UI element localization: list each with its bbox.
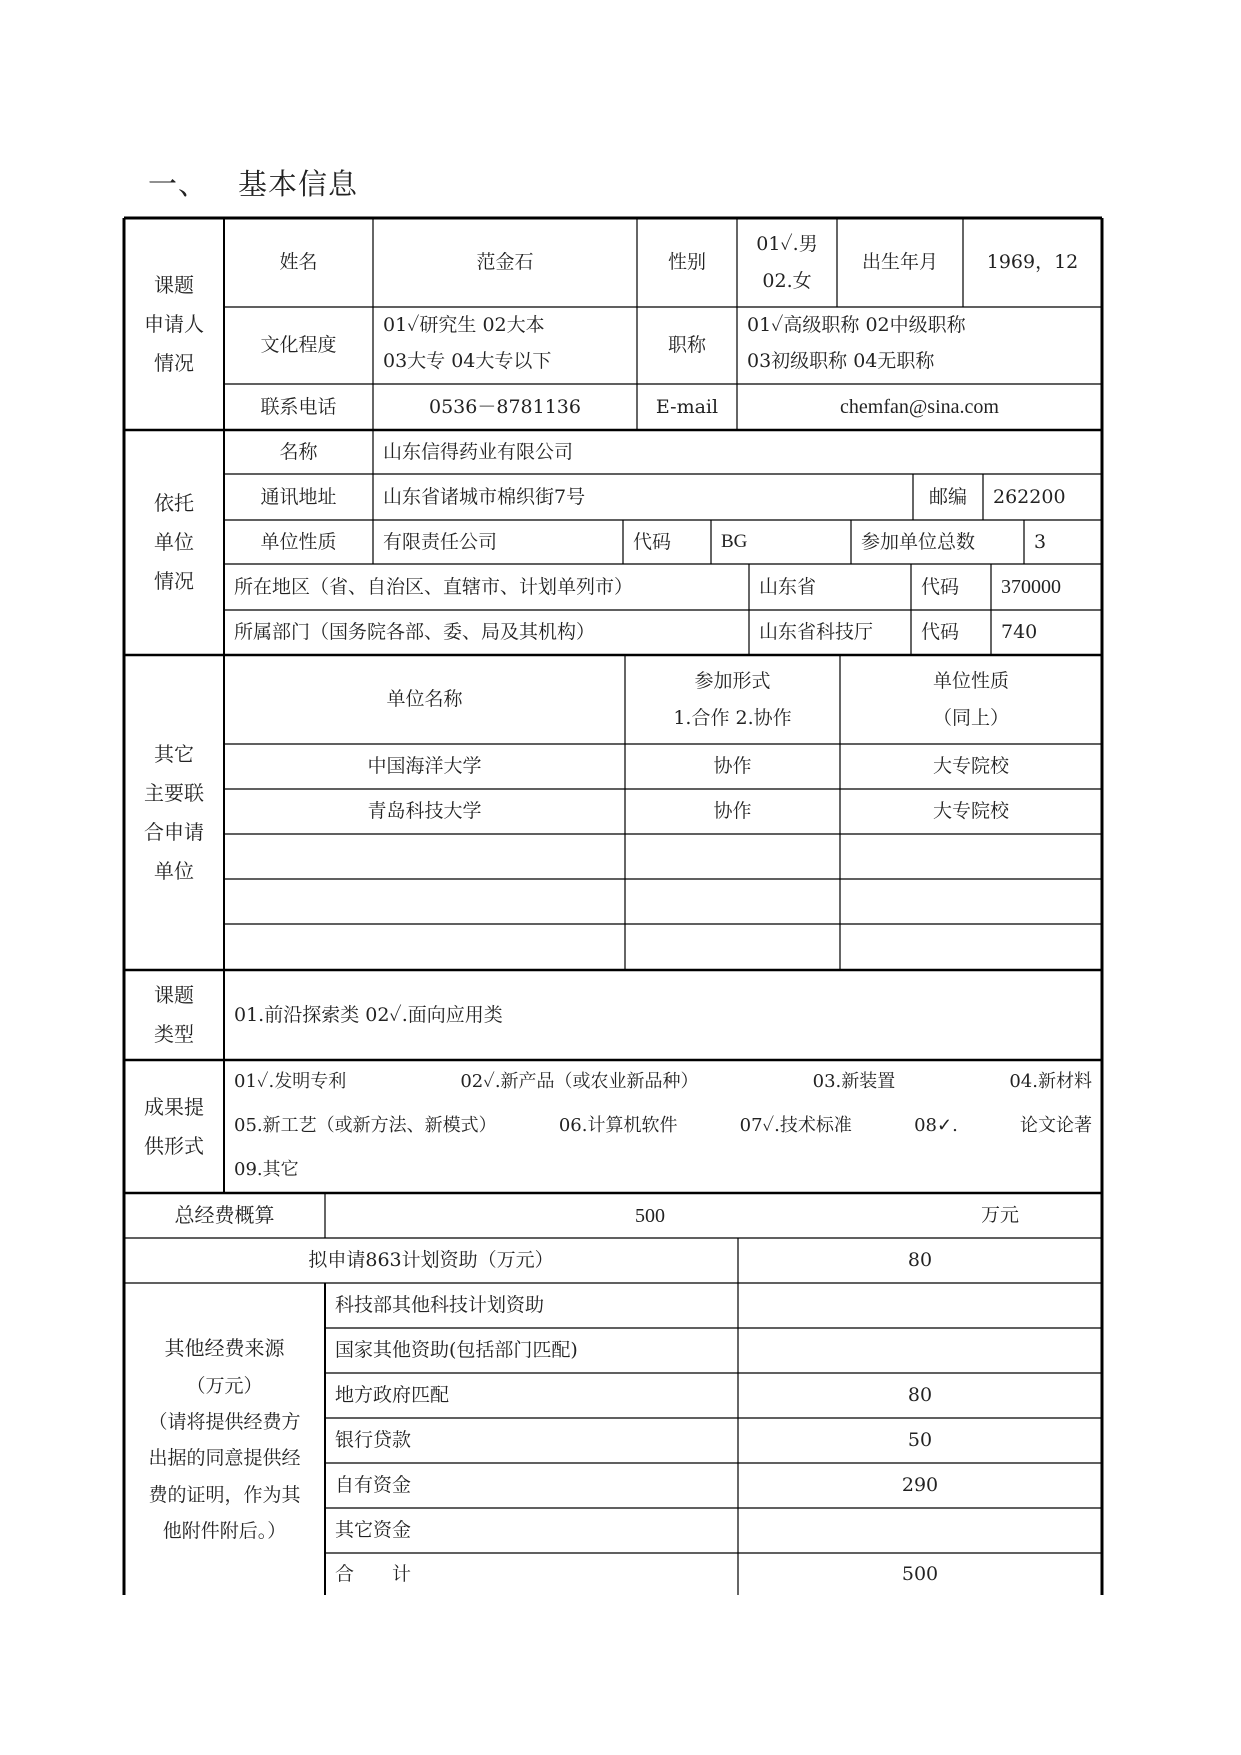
address-label: 通讯地址: [260, 485, 337, 508]
section-heading: 基本信息: [238, 167, 359, 201]
gender-label: 性别: [667, 251, 706, 274]
fund-value: 80: [907, 1384, 933, 1407]
gender-options: 01✓.男 02.女: [756, 233, 818, 292]
partner-row-name: 中国海洋大学: [367, 755, 482, 778]
region-value: 山东省: [759, 575, 817, 598]
dept-code-label: 代码: [921, 621, 960, 644]
participants-label: 参加单位总数: [861, 530, 976, 553]
total-budget-value: 500: [635, 1204, 665, 1227]
address-value: 山东省诸城市棉织街7号: [383, 485, 586, 508]
postcode-label: 邮编: [928, 485, 967, 508]
phone-label: 联系电话: [260, 395, 337, 418]
grant-label: 拟申请863计划资助（万元）: [308, 1249, 554, 1272]
dept-label: 所属部门（国务院各部、委、局及其机构）: [234, 621, 596, 644]
project-type-value: 01.前沿探索类 02✓.面向应用类: [234, 1003, 503, 1026]
fund-total-label: 合 计: [335, 1562, 412, 1585]
fund-label: 国家其他资助(包括部门匹配): [335, 1339, 578, 1362]
unit-name-value: 山东信得药业有限公司: [383, 440, 574, 463]
unit-header: 依托 单位 情况: [154, 491, 194, 593]
other-funds-header: 其他经费来源 （万元） （请将提供经费方 出据的同意提供经 费的证明，作为其 他附件附后。）: [148, 1336, 301, 1542]
unit-name-label: 名称: [279, 440, 318, 463]
fund-value: 50: [907, 1429, 933, 1452]
fund-value: 290: [901, 1474, 939, 1497]
partners-header: 其它 主要联 合申请 单位: [144, 741, 204, 883]
region-code-value: 370000: [1001, 576, 1061, 598]
fund-label: 银行贷款: [335, 1429, 412, 1452]
fund-value: [738, 1508, 1102, 1553]
nature-value: 有限责任公司: [383, 530, 498, 553]
email-value: chemfan@sina.com: [840, 396, 999, 418]
results-line-1: 01✓.发明专利 02✓.新产品（或农业新品种） 03.新装置 04.新材料: [234, 1070, 1092, 1092]
dept-code-value: 740: [1001, 621, 1038, 644]
fund-label: 自有资金: [335, 1474, 412, 1497]
fund-label: 其它资金: [335, 1519, 412, 1542]
birth-value: 1969，12: [986, 251, 1079, 274]
birth-label: 出生年月: [861, 251, 938, 274]
total-budget-label: 总经费概算: [174, 1203, 275, 1227]
project-type-header: 课题 类型: [154, 983, 194, 1046]
partner-row-form: 协作: [713, 755, 752, 778]
unit-code-label: 代码: [633, 530, 672, 553]
partner-row-form: 协作: [713, 800, 752, 823]
partner-col-nature: 单位性质 （同上）: [932, 670, 1009, 729]
email-label: E-mail: [655, 395, 719, 418]
region-code-label: 代码: [921, 575, 960, 598]
results-line-2: 05.新工艺（或新方法、新模式） 06.计算机软件 07✓.技术标准 08✓. 论文论著: [234, 1114, 1092, 1136]
results-header: 成果提 供形式: [144, 1094, 204, 1158]
partner-row-name: 青岛科技大学: [367, 800, 482, 823]
education-options: 01✓研究生 02大本 03大专 04大专以下: [383, 314, 552, 373]
nature-label: 单位性质: [260, 530, 337, 553]
partner-row-nature: 大专院校: [932, 800, 1009, 823]
fund-label: 科技部其他科技计划资助: [335, 1294, 545, 1317]
education-label: 文化程度: [260, 334, 337, 357]
name-value: 范金石: [476, 251, 534, 274]
fund-label: 地方政府匹配: [335, 1384, 450, 1407]
applicant-header: 课题 申请人 情况: [144, 272, 204, 375]
region-label: 所在地区（省、自治区、直辖市、计划单列市）: [234, 575, 634, 598]
phone-value: 0536－8781136: [429, 395, 581, 418]
dept-value: 山东省科技厅: [759, 621, 874, 644]
unit-code-value: BG: [721, 530, 748, 552]
fund-value: [738, 1328, 1102, 1373]
fund-total-value: 500: [901, 1562, 939, 1585]
partner-col-form: 参加形式 1.合作 2.协作: [673, 670, 792, 729]
grant-value: 80: [907, 1249, 933, 1272]
partner-col-name: 单位名称: [386, 688, 463, 711]
results-line-3: 09.其它: [234, 1159, 299, 1181]
participants-value: 3: [1034, 530, 1047, 553]
name-label: 姓名: [279, 251, 318, 274]
fund-value: [738, 1283, 1102, 1328]
title-label: 职称: [667, 334, 706, 357]
total-budget-unit: 万元: [980, 1204, 1019, 1227]
partner-row-nature: 大专院校: [932, 755, 1009, 778]
postcode-value: 262200: [993, 485, 1066, 508]
title-options: 01✓高级职称 02中级职称 03初级职称 04无职称: [747, 314, 966, 373]
section-number: 一、: [148, 167, 209, 201]
